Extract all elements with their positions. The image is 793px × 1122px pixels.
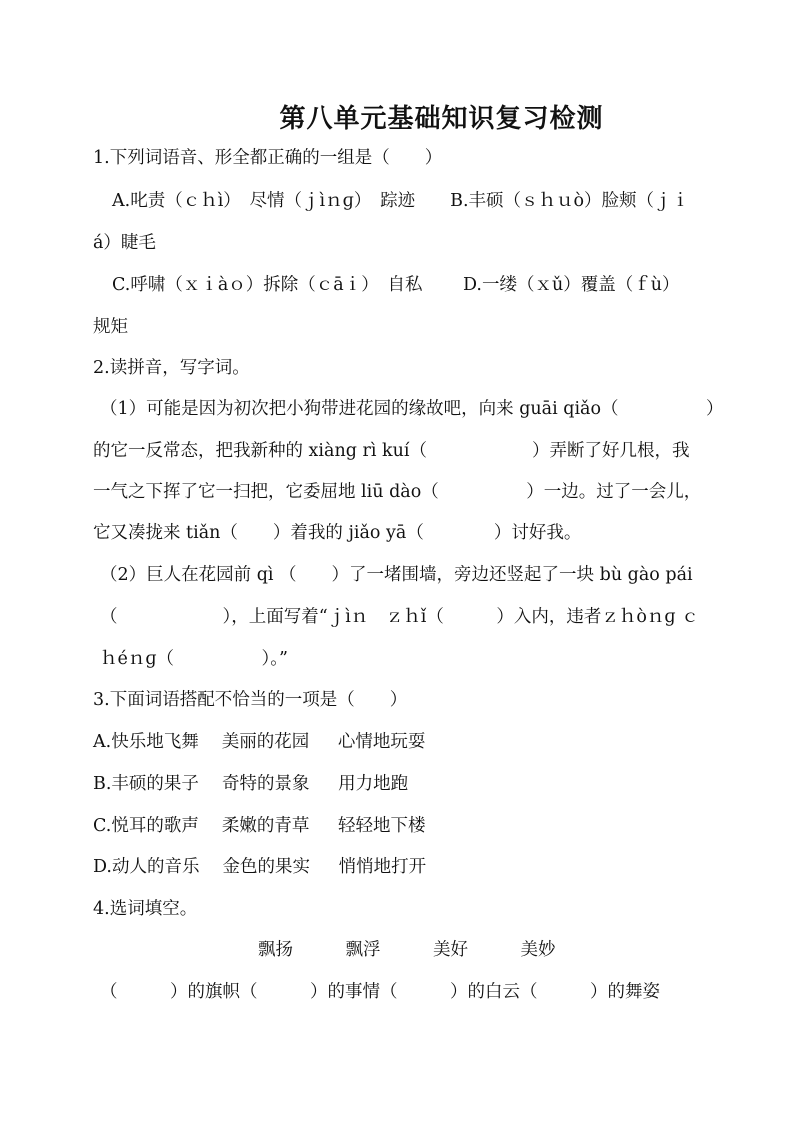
q3-stem: 3.下面词语搭配不恰当的一项是（ ） xyxy=(93,690,408,710)
q2-p2-line3: ｈéｎɡ（ ）。” xyxy=(100,649,289,669)
q1-stem: 1.下列词语音、形全都正确的一组是（ ） xyxy=(93,148,443,168)
q1-option-b-cont: á）睫毛 xyxy=(93,233,156,253)
q4-stem: 4.选词填空。 xyxy=(93,899,198,919)
q3-option-c: C.悦耳的歌声 柔嫩的青草 轻轻地下楼 xyxy=(93,816,426,836)
q1-option-a-b: A.叱责（ｃｈì） 尽情（ｊìｎɡ） 踪迹 B.丰硕（ｓｈｕò）脸颊（ｊｉ xyxy=(112,191,690,211)
q2-p1-line1: （1）可能是因为初次把小狗带进花园的缘故吧，向来 guāi qiǎo（ ） xyxy=(100,399,724,419)
q2-p1-line4: 它又凑拢来 tiǎn（ ）着我的 jiǎo yā（ ）讨好我。 xyxy=(93,523,582,543)
q3-option-d: D.动人的音乐 金色的果实 悄悄地打开 xyxy=(93,857,427,877)
q3-option-b: B.丰硕的果子 奇特的景象 用力地跑 xyxy=(93,774,409,794)
q3-option-a: A.快乐地飞舞 美丽的花园 心情地玩耍 xyxy=(93,732,426,752)
q2-p1-line2: 的它一反常态，把我新种的 xiàng rì kuí（ ）弄断了好几根，我 xyxy=(93,441,690,461)
q4-word-bank: 飘扬 飘浮 美好 美妙 xyxy=(258,940,556,960)
q2-p2-line2: （ ），上面写着“ｊìｎ ｚｈǐ（ ）入内，违者ｚｈòｎɡ ｃ xyxy=(100,607,699,627)
q1-option-c-d: C.呼啸（ｘｉàｏ）拆除（ｃāｉ） 自私 D.一缕（ｘǔ）覆盖（ｆù） xyxy=(112,275,680,295)
q4-blanks: （ ）的旗帜（ ）的事情（ ）的白云（ ）的舞姿 xyxy=(100,982,660,1002)
page-title: 第八单元基础知识复习检测 xyxy=(279,104,604,134)
q1-option-d-cont: 规矩 xyxy=(93,317,128,337)
q2-p2-line1: （2）巨人在花园前 qì （ ）了一堵围墙，旁边还竖起了一块 bù gào pái xyxy=(100,565,693,585)
q2-p1-line3: 一气之下挥了它一扫把，它委屈地 liū dào（ ）一边。过了一会儿， xyxy=(93,482,702,502)
q2-stem: 2.读拼音，写字词。 xyxy=(93,358,250,378)
